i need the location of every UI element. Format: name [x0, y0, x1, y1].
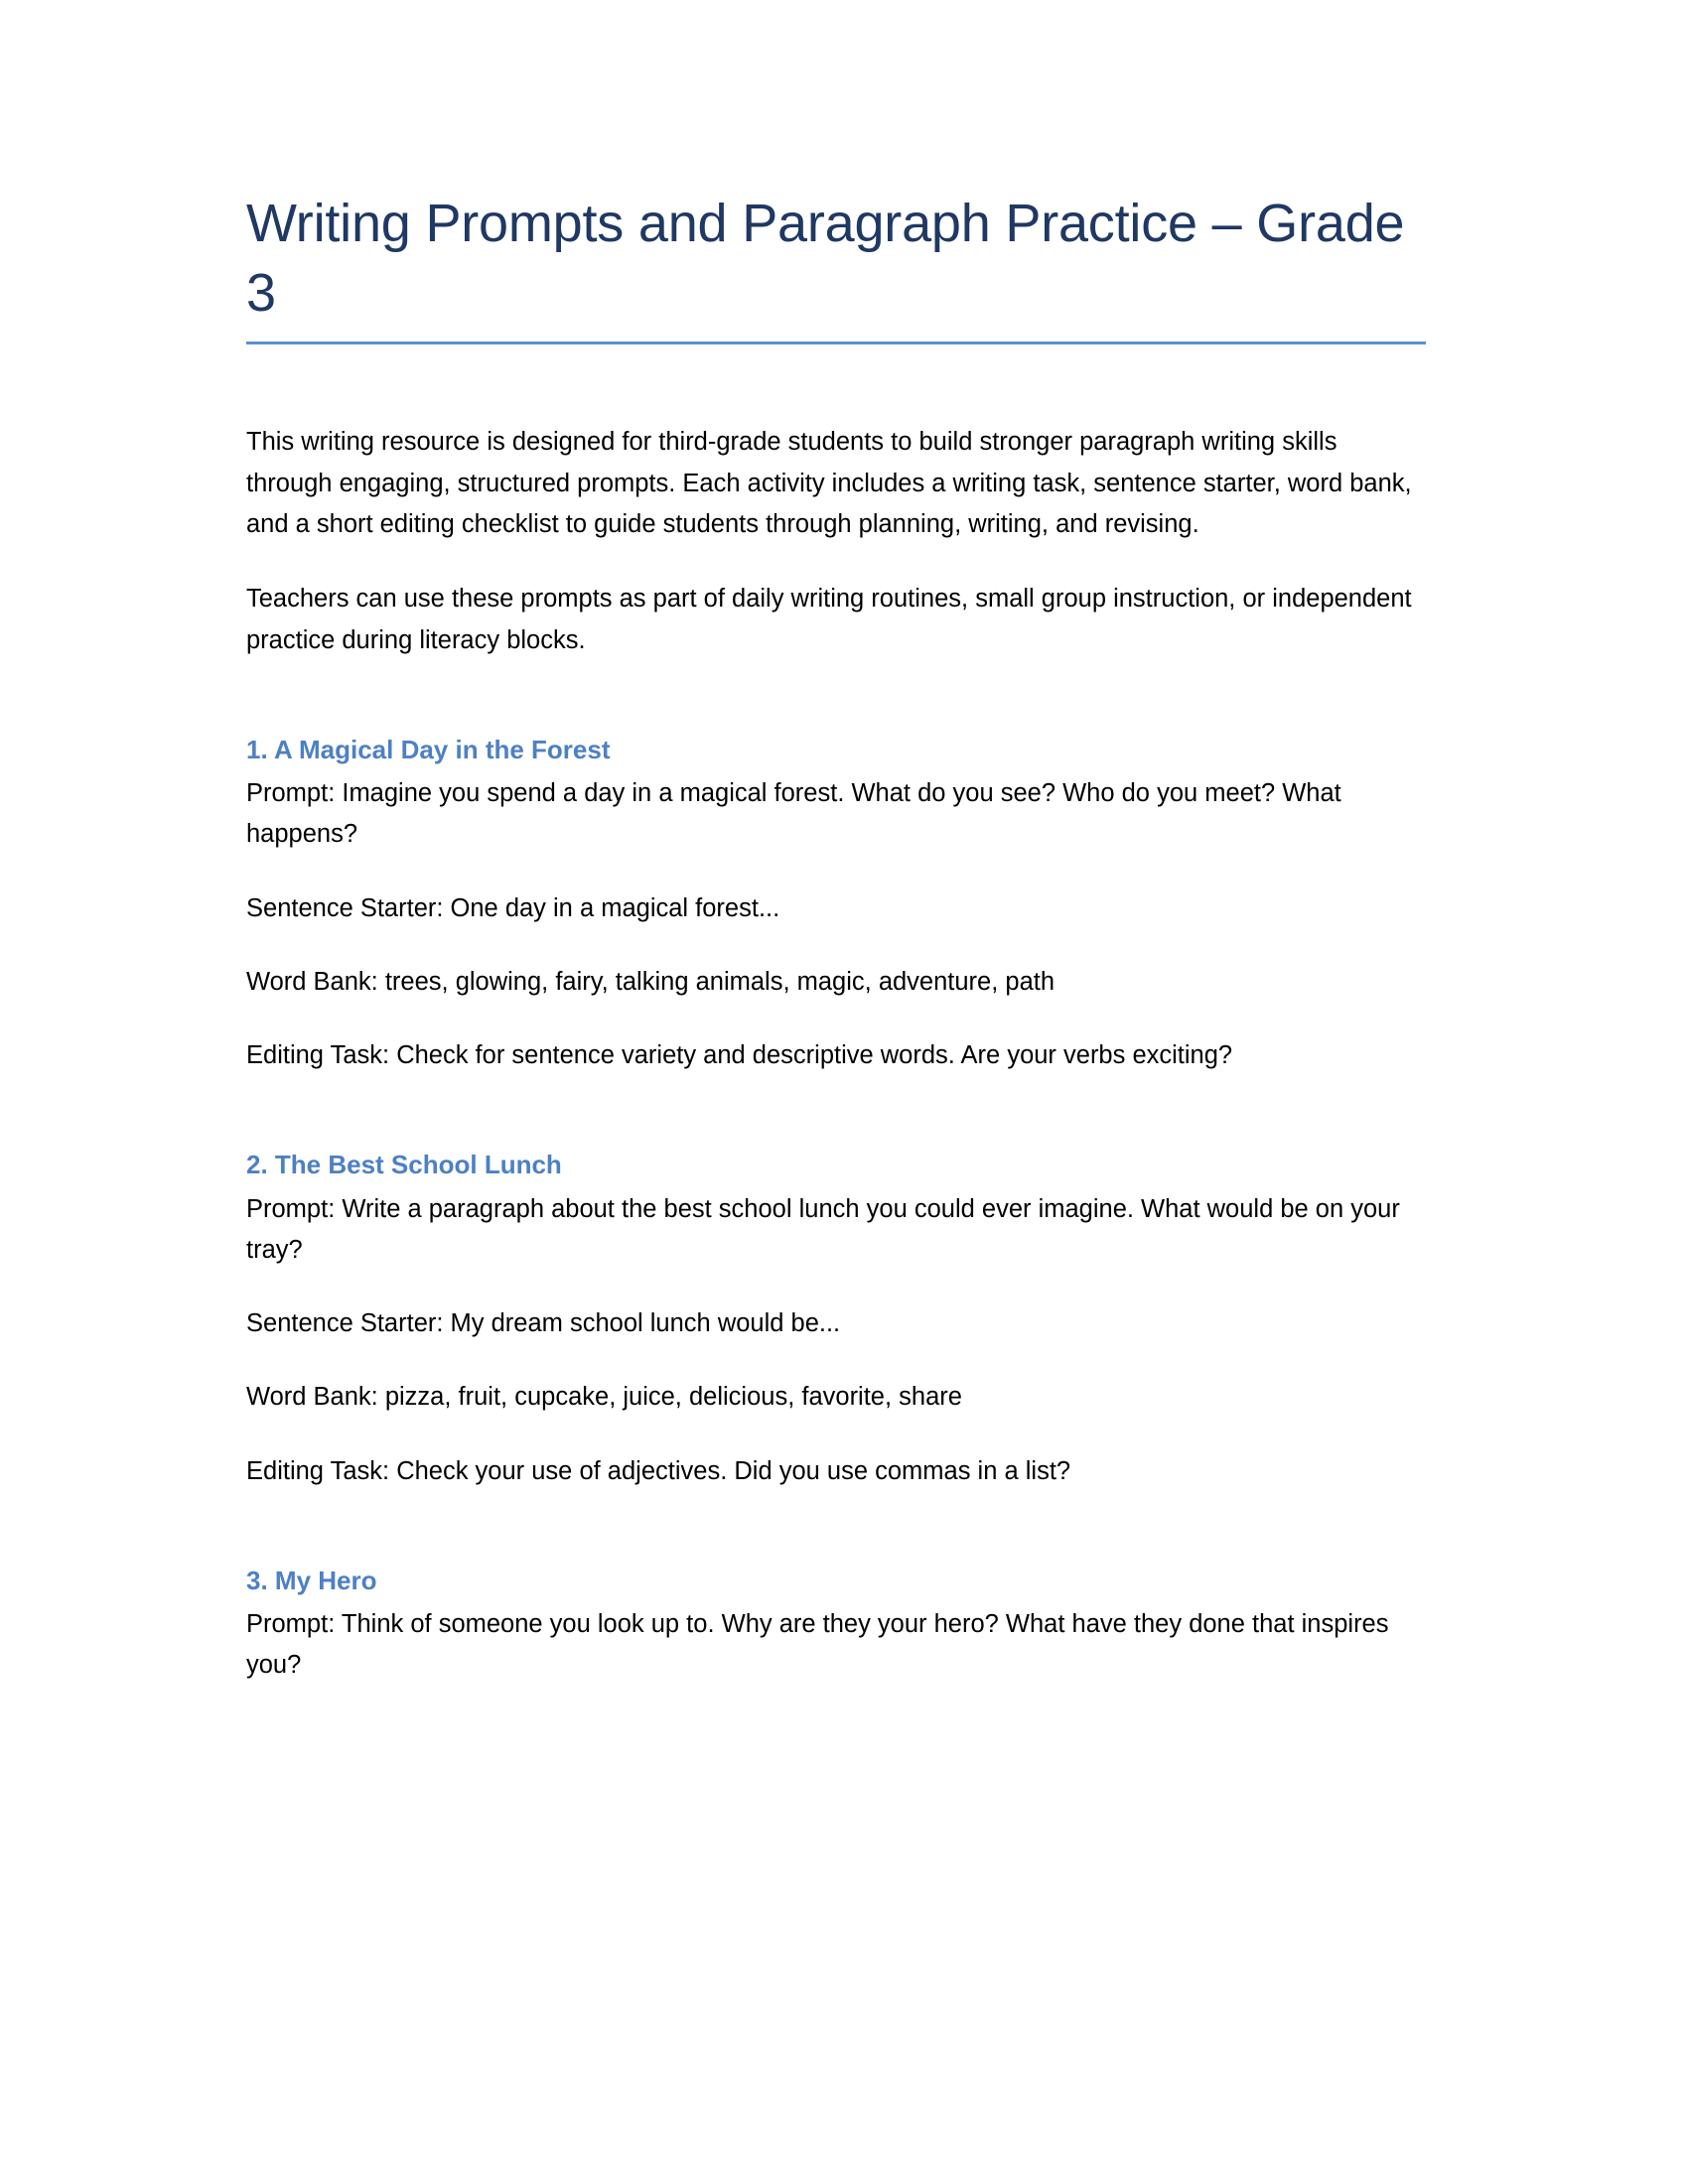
- page-title: Writing Prompts and Paragraph Practice – Grade 3: [246, 189, 1426, 344]
- section-1-editing-task: Editing Task: Check for sentence variety and descriptive words. Are your verbs exciting?: [246, 1041, 1233, 1070]
- section-1-word-bank: Word Bank: trees, glowing, fairy, talking animals, magic, adventure, path: [246, 967, 1055, 996]
- prompt-section-1: [246, 733, 1426, 1077]
- section-2-prompt: Prompt: Write a paragraph about the best school lunch you could ever imagine. What would be on your tray?: [246, 1194, 1400, 1264]
- section-heading-1: 1. A Magical Day in the Forest: [246, 734, 611, 764]
- section-heading-2: 2. The Best School Lunch: [246, 1150, 562, 1180]
- intro-paragraph-1: This writing resource is designed for third-grade students to build stronger paragraph writing skills through engaging, structured prompts. Each activity includes a writing task, sentence starter, word bank, and a short editing checklist to guide students through planning, writing, and revising.: [246, 428, 1412, 538]
- section-1-sentence-starter: Sentence Starter: One day in a magical forest...: [246, 893, 780, 922]
- intro-paragraph-2: Teachers can use these prompts as part of daily writing routines, small group instruction, or independent practice during literacy blocks.: [246, 585, 1412, 654]
- prompt-section-3: [246, 1564, 1426, 1687]
- section-2-sentence-starter: Sentence Starter: My dream school lunch would be...: [246, 1309, 841, 1338]
- section-3-prompt: Prompt: Think of someone you look up to. Why are they your hero? What have they done that inspires you?: [246, 1610, 1389, 1680]
- section-2-editing-task: Editing Task: Check your use of adjectives. Did you use commas in a list?: [246, 1456, 1071, 1485]
- prompt-section-2: [246, 1148, 1426, 1492]
- section-1-prompt: Prompt: Imagine you spend a day in a magical forest. What do you see? Who do you meet? What happens?: [246, 778, 1341, 849]
- intro-section: [246, 422, 1426, 660]
- section-2-word-bank: Word Bank: pizza, fruit, cupcake, juice, delicious, favorite, share: [246, 1383, 962, 1412]
- section-heading-3: 3. My Hero: [246, 1566, 377, 1596]
- document-content: [246, 189, 1426, 1687]
